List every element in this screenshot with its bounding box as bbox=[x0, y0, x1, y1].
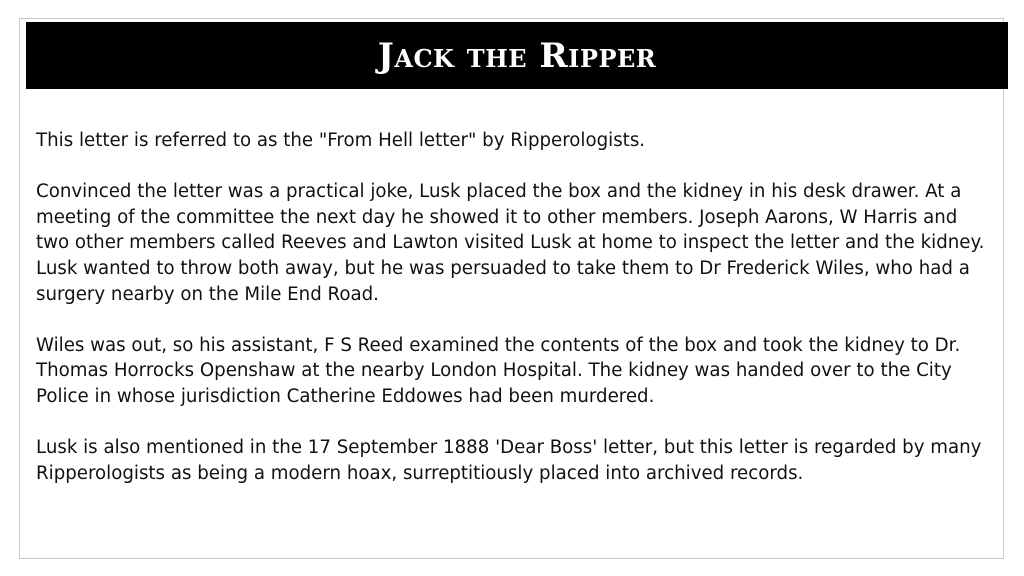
slide-body bbox=[36, 128, 996, 512]
title-bar bbox=[26, 22, 1008, 89]
paragraph-dear-boss: Lusk is also mentioned in the 17 September 1888 'Dear Boss' letter, but this letter is regarded by many Ripperologists as being a modern hoax, surreptitiously placed into archived records. bbox=[36, 437, 982, 484]
slide-title: Jack the Ripper bbox=[377, 35, 657, 76]
paragraph-from-hell: This letter is referred to as the "From Hell letter" by Ripperologists. bbox=[36, 130, 646, 151]
paragraph-wiles: Wiles was out, so his assistant, F S Reed examined the contents of the box and took the kidney to Dr. Thomas Horrocks Openshaw at the nearby London Hospital. The kidney was handed over to the City Police in whose jurisdiction Catherine Eddowes had been murdered. bbox=[36, 334, 961, 407]
paragraph-lusk-joke: Convinced the letter was a practical joke, Lusk placed the box and the kidney in his desk drawer. At a meeting of the committee the next day he showed it to other members. Joseph Aarons, W Harris and two other members called Reeves and Lawton visited Lusk at home to inspect the letter and the kidney. Lusk wanted to throw both away, but he was persuaded to take them to Dr Frederick Wiles, who had a surgery nearby on the Mile End Road. bbox=[36, 181, 985, 305]
